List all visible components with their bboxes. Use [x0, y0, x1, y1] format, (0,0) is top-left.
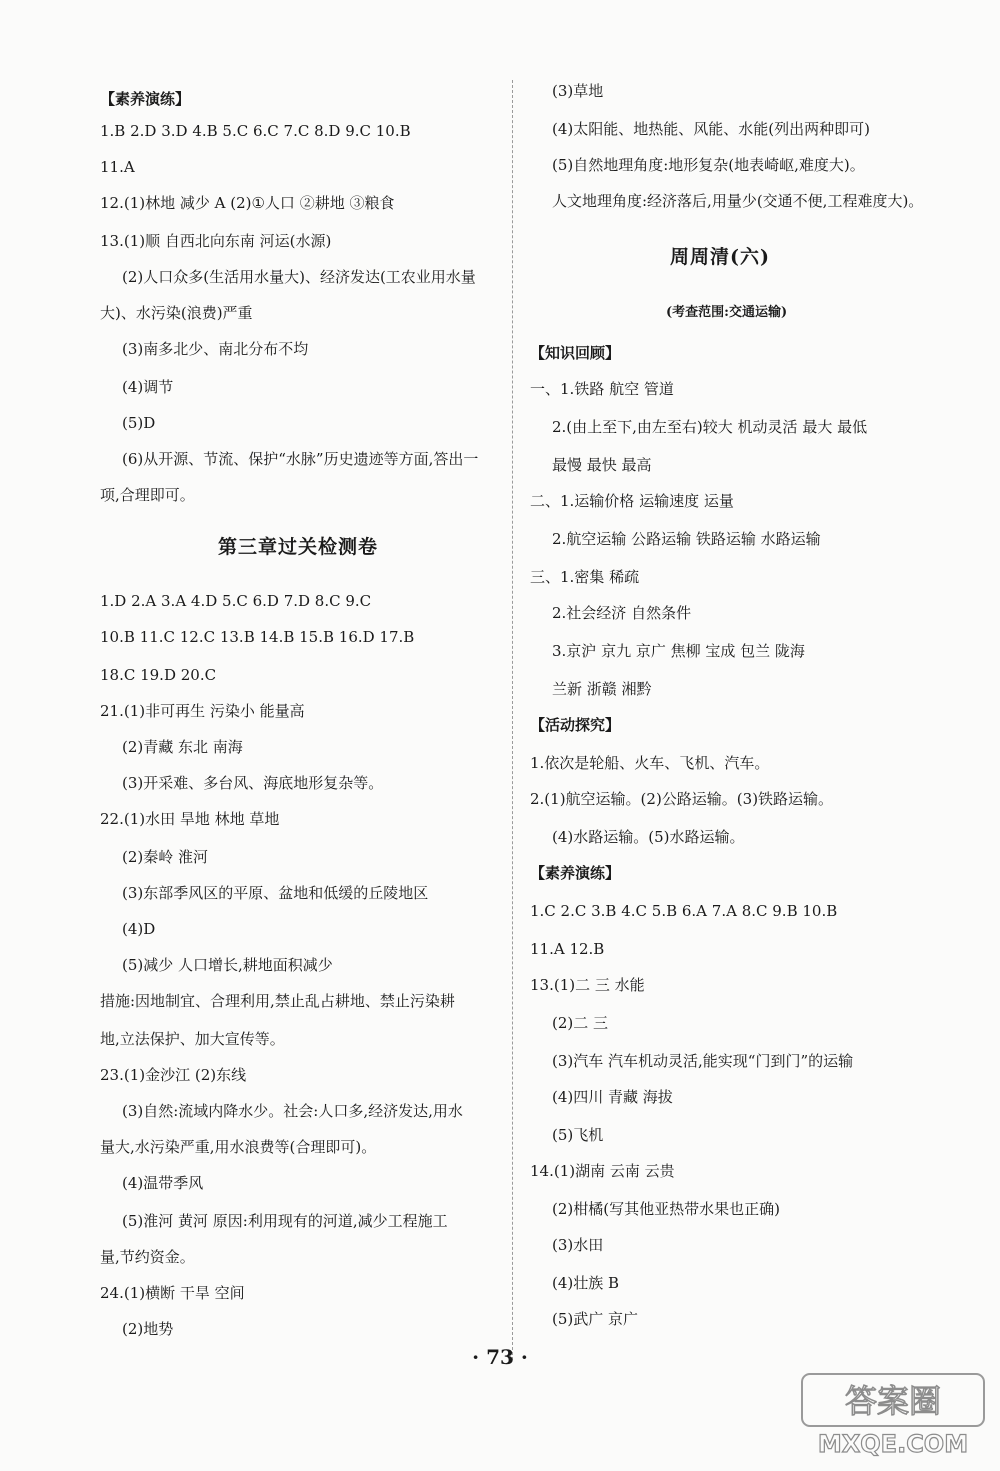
- answer-line: 地,立法保护、加大宣传等。: [100, 1030, 285, 1048]
- answer-line: 2.(由上至下,由左至右)较大 机动灵活 最大 最低: [552, 418, 868, 436]
- answer-line: 24.(1)横断 干旱 空间: [100, 1284, 245, 1302]
- answer-line: 最慢 最快 最高: [552, 456, 652, 474]
- answer-line: 21.(1)非可再生 污染小 能量高: [100, 702, 305, 720]
- answer-line: 兰新 浙赣 湘黔: [552, 680, 652, 698]
- answer-line: 项,合理即可。: [100, 486, 195, 504]
- page-number: · 73 ·: [472, 1345, 528, 1369]
- answer-line: 2.(1)航空运输。(2)公路运输。(3)铁路运输。: [530, 790, 834, 808]
- answer-line: 量大,水污染严重,用水浪费等(合理即可)。: [100, 1138, 377, 1156]
- answer-line: 12.(1)林地 减少 A (2)①人口 ②耕地 ③粮食: [100, 194, 395, 212]
- answer-line: (4)太阳能、地热能、风能、水能(列出两种即可): [552, 120, 870, 138]
- answer-line: 大)、水污染(浪费)严重: [100, 304, 253, 322]
- answer-line: (3)汽车 汽车机动灵活,能实现“门到门”的运输: [552, 1052, 854, 1070]
- answer-line: 18.C 19.D 20.C: [100, 666, 217, 684]
- answer-line: 3.京沪 京九 京广 焦柳 宝成 包兰 陇海: [552, 642, 805, 660]
- answer-line: 2.航空运输 公路运输 铁路运输 水路运输: [552, 530, 821, 548]
- answer-line: 10.B 11.C 12.C 13.B 14.B 15.B 16.D 17.B: [100, 628, 415, 646]
- answer-line: (5)飞机: [552, 1126, 604, 1144]
- answer-line: (4)D: [122, 920, 156, 938]
- answer-line: 量,节约资金。: [100, 1248, 195, 1266]
- answer-line: 2.社会经济 自然条件: [552, 604, 692, 622]
- answer-line: (3)东部季风区的平原、盆地和低缓的丘陵地区: [122, 884, 429, 902]
- answer-line: (4)四川 青藏 海拔: [552, 1088, 673, 1106]
- answer-line: (2)地势: [122, 1320, 174, 1338]
- answer-line: 13.(1)顺 自西北向东南 河运(水源): [100, 232, 332, 250]
- answer-line: (2)秦岭 淮河: [122, 848, 209, 866]
- section-header: 【素养演练】: [530, 864, 621, 882]
- answer-line: (3)自然:流域内降水少。社会:人口多,经济发达,用水: [122, 1102, 463, 1120]
- answer-line: (3)开采难、多台风、海底地形复杂等。: [122, 774, 384, 792]
- answer-line: (4)调节: [122, 378, 174, 396]
- answer-line: 1.依次是轮船、火车、飞机、汽车。: [530, 754, 770, 772]
- answer-line: 措施:因地制宜、合理利用,禁止乱占耕地、禁止污染耕: [100, 992, 455, 1010]
- answer-line: 人文地理角度:经济落后,用量少(交通不便,工程难度大)。: [552, 192, 924, 210]
- answer-line: (5)自然地理角度:地形复杂(地表崎岖,难度大)。: [552, 156, 865, 174]
- answer-line: 11.A 12.B: [530, 940, 605, 958]
- answer-line: 23.(1)金沙江 (2)东线: [100, 1066, 247, 1084]
- section-header: 【活动探究】: [530, 716, 621, 734]
- section-header: 【素养演练】: [100, 90, 191, 108]
- section-header: 【知识回顾】: [530, 344, 621, 362]
- answer-line: (4)水路运输。(5)水路运输。: [552, 828, 745, 846]
- answer-line: 1.D 2.A 3.A 4.D 5.C 6.D 7.D 8.C 9.C: [100, 592, 372, 610]
- answer-line: 一、1.铁路 航空 管道: [530, 380, 674, 398]
- exam-scope: (考查范围:交通运输): [666, 305, 788, 320]
- answer-line: (2)柑橘(写其他亚热带水果也正确): [552, 1200, 780, 1218]
- answer-line: (5)武广 京广: [552, 1310, 639, 1328]
- column-divider: [512, 80, 513, 1360]
- watermark-text: 答案圈: [844, 1382, 942, 1420]
- answer-line: 1.C 2.C 3.B 4.C 5.B 6.A 7.A 8.C 9.B 10.B: [530, 902, 838, 920]
- answer-line: 22.(1)水田 旱地 林地 草地: [100, 810, 280, 828]
- answer-line: 11.A: [100, 158, 135, 176]
- answer-line: 二、1.运输价格 运输速度 运量: [530, 492, 734, 510]
- answer-line: (3)草地: [552, 82, 604, 100]
- section-heading: 周周清(六): [670, 246, 770, 268]
- answer-line: (2)青藏 东北 南海: [122, 738, 243, 756]
- chapter-heading: 第三章过关检测卷: [218, 536, 379, 558]
- answer-line: (4)壮族 B: [552, 1274, 620, 1292]
- answer-line: (5)淮河 黄河 原因:利用现有的河道,减少工程施工: [122, 1212, 448, 1230]
- answer-line: (3)南多北少、南北分布不均: [122, 340, 309, 358]
- answer-line: (2)二 三: [552, 1014, 609, 1032]
- answer-line: 13.(1)二 三 水能: [530, 976, 645, 994]
- answer-line: 1.B 2.D 3.D 4.B 5.C 6.C 7.C 8.D 9.C 10.B: [100, 122, 411, 140]
- watermark-url: MXQE.COM: [817, 1430, 969, 1458]
- answer-line: (5)D: [122, 414, 156, 432]
- answer-line: (5)减少 人口增长,耕地面积减少: [122, 956, 333, 974]
- answer-line: (6)从开源、节流、保护“水脉”历史遗迹等方面,答出一: [122, 450, 479, 468]
- answer-line: (4)温带季风: [122, 1174, 204, 1192]
- answer-line: (2)人口众多(生活用水量大)、经济发达(工农业用水量: [122, 268, 476, 286]
- answer-line: (3)水田: [552, 1236, 604, 1254]
- answer-line: 三、1.密集 稀疏: [530, 568, 640, 586]
- answer-line: 14.(1)湖南 云南 云贵: [530, 1162, 675, 1180]
- watermark-logo: [798, 1366, 988, 1461]
